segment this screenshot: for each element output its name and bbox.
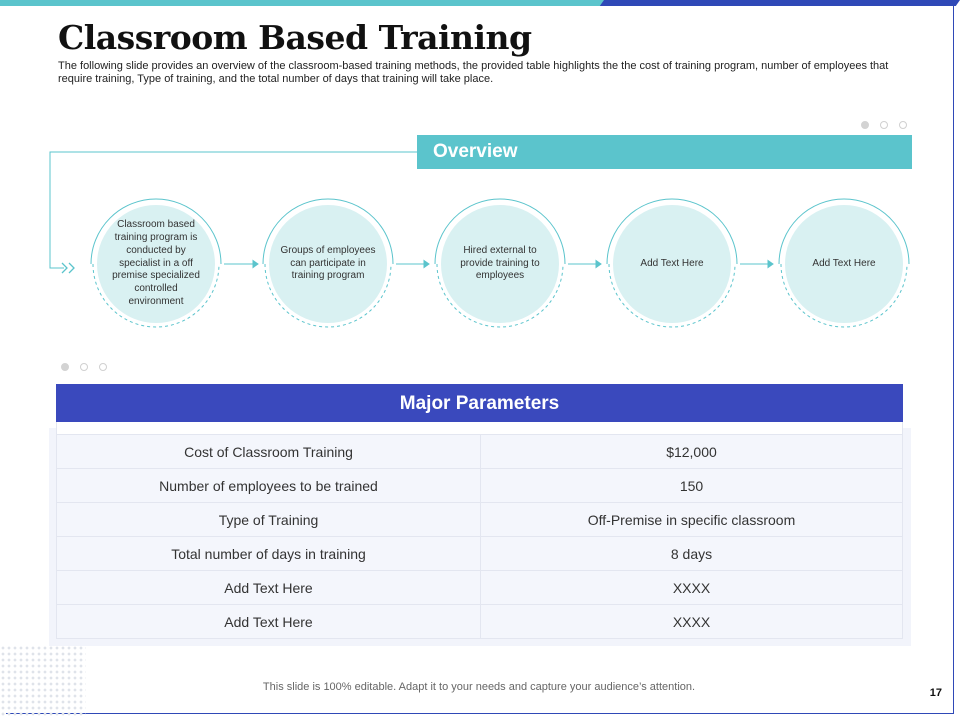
parameter-value: Off-Premise in specific classroom [481, 503, 903, 537]
parameter-label: Type of Training [57, 503, 481, 537]
parameter-value: 150 [481, 469, 903, 503]
table-header-spacer [56, 422, 903, 434]
step-text: Add Text Here [812, 257, 876, 269]
parameter-label: Add Text Here [57, 605, 481, 639]
arrow-right-icon [424, 261, 429, 268]
slide-subtitle: The following slide provides an overview of the classroom-based training methods, the provided table highlights the the cost of training program, number of employees that require training, Type of training, and the total number of days that training will take place. [58, 60, 889, 85]
dot [80, 363, 88, 371]
parameter-value: $12,000 [481, 435, 903, 469]
table-row [57, 435, 903, 469]
table-row [57, 469, 903, 503]
step-text: Classroom based training program is conducted by specialist in a off premise specialized controlled environment [112, 219, 200, 307]
table-row [57, 503, 903, 537]
parameter-label: Total number of days in training [57, 537, 481, 571]
dot [99, 363, 107, 371]
parameter-label: Cost of Classroom Training [57, 435, 481, 469]
parameters-heading: Major Parameters [56, 384, 903, 422]
table-row [57, 571, 903, 605]
page-number: 17 [929, 687, 942, 699]
slide-title: Classroom Based Training [58, 18, 532, 57]
parameter-value: XXXX [481, 571, 903, 605]
step-circle-4 [604, 196, 740, 332]
step-circle-1 [88, 196, 224, 332]
dot [61, 363, 69, 371]
parameter-value: XXXX [481, 605, 903, 639]
parameter-label: Number of employees to be trained [57, 469, 481, 503]
table-row [57, 605, 903, 639]
step-text: Groups of employees can participate in training program [280, 244, 376, 282]
arrow-right-icon [596, 261, 601, 268]
step-circle-5 [776, 196, 912, 332]
parameter-value: 8 days [481, 537, 903, 571]
step-text: Hired external to provide training to employees [460, 244, 540, 282]
step-circle-3 [432, 196, 568, 332]
arrow-right-icon [768, 261, 773, 268]
decorative-dots-middle [61, 363, 107, 371]
table-row [57, 537, 903, 571]
overview-heading: Overview [417, 135, 912, 169]
step-text: Add Text Here [640, 257, 704, 269]
footer-note: This slide is 100% editable. Adapt it to your needs and capture your audience’s attention. [262, 681, 696, 693]
step-circle-2 [260, 196, 396, 332]
arrow-right-icon [253, 261, 258, 268]
parameter-label: Add Text Here [57, 571, 481, 605]
parameters-table [56, 434, 903, 639]
